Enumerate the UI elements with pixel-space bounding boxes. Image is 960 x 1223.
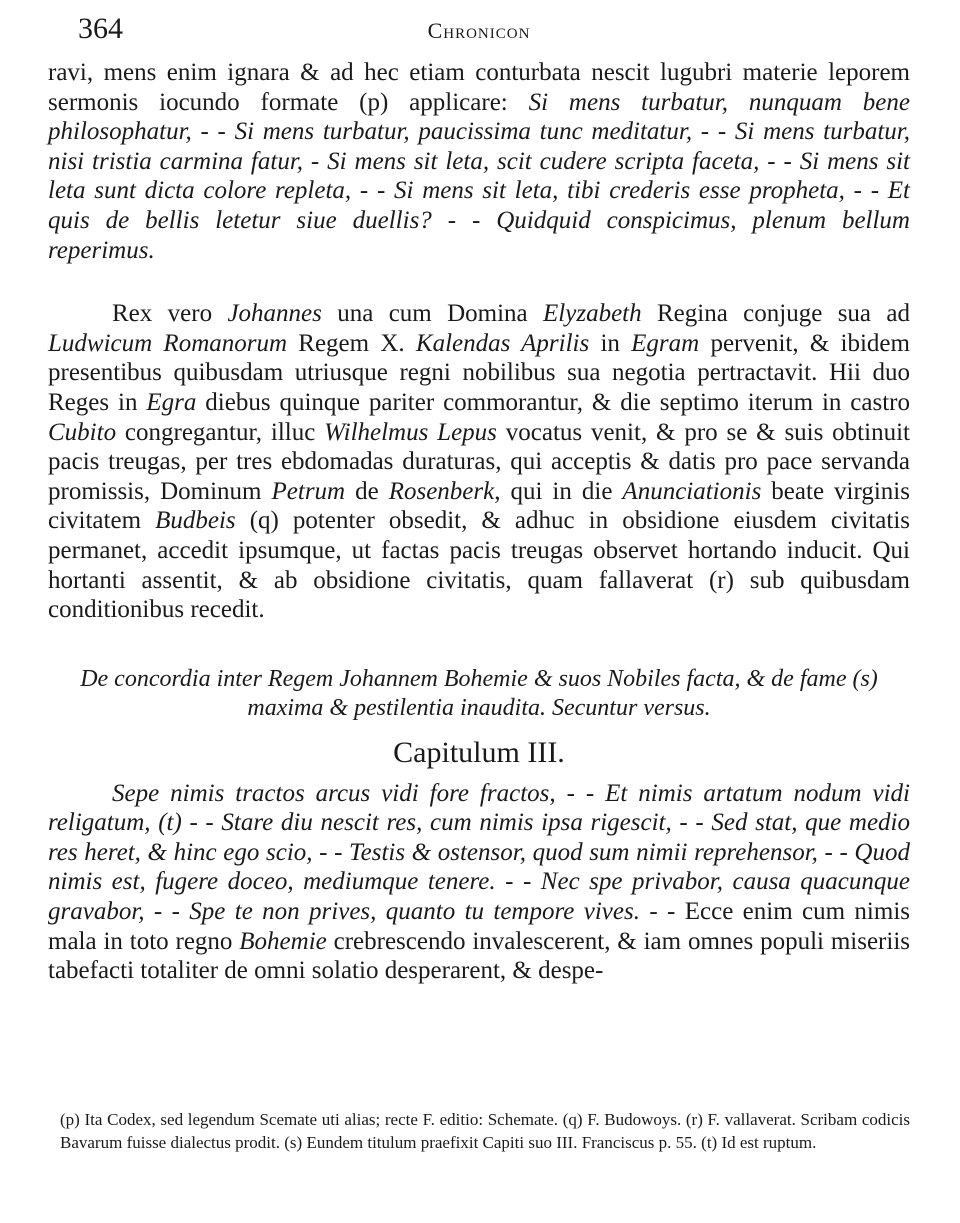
date-name: Kalendas Aprilis bbox=[415, 329, 590, 357]
footnote-text: (p) Ita Codex, sed legendum Scemate uti alias; recte F. editio: Schemate. (q) F. Budowoys. (r) F. vallaverat. Scribam codicis Bavarum fuisse dialectus prodit. (s) Eundem titulum praefixit Capiti suo III. Franciscus p. 55. (t) Id est ruptum. bbox=[60, 1110, 910, 1152]
text-run: , qui in die bbox=[494, 477, 623, 505]
text-run: Regem X. bbox=[287, 329, 416, 357]
chapter-heading: De concordia inter Regem Johannem Bohemie & suos Nobiles facta, & de fame (s) maxima & pestilentia inaudita. Secuntur versus. bbox=[80, 665, 878, 721]
text-run: de bbox=[345, 477, 389, 505]
page-number: 364 bbox=[78, 12, 123, 45]
text-run: Rex vero bbox=[112, 300, 228, 328]
footnotes bbox=[60, 1108, 910, 1154]
place-name: Bohemie bbox=[239, 927, 327, 955]
main-text bbox=[48, 58, 910, 986]
text-run: crebrescendo invalescerent, & iam omnes populi miseriis tabefacti totaliter de omni solatio desperarent, & despe- bbox=[48, 927, 910, 985]
text-run: pervenit, & ibidem presentibus quibusdam utriusque regni nobilibus sua negotia pertractavit. Hii duo Reges in bbox=[48, 329, 910, 416]
page-header bbox=[48, 0, 910, 50]
paragraph-sepe bbox=[48, 779, 910, 986]
place-name: Budbeis bbox=[155, 507, 236, 535]
place-name: Cubito bbox=[48, 418, 117, 446]
place-name: Egram bbox=[631, 329, 700, 357]
running-head: Chronicon bbox=[427, 18, 531, 43]
text-run: in bbox=[589, 329, 632, 357]
verse-text: Sepe nimis tractos arcus vidi fore fractos, - - Et nimis artatum nodum vidi religatum, (t) - - Stare diu nescit res, cum nimis ipsa rigescit, - - Sed stat, que medio res heret, & hinc ego scio, - - Testis & ostensor, quod sum nimii reprehensor, - - Quod nimis est, fugere doceo, mediumque tenere. - - Nec spe privabor, causa quacunque gravabor, - - Spe te non prives, quanto tu tempore vives. - - bbox=[48, 779, 910, 926]
feast-name: Anunciationis bbox=[622, 477, 762, 505]
chapter-title: Capitulum III. bbox=[393, 735, 565, 769]
text-run: beate virginis civitatem bbox=[48, 477, 910, 535]
proper-name: Wilhelmus Lepus bbox=[324, 418, 497, 446]
text-run: Ecce enim cum nimis mala in toto regno bbox=[48, 898, 910, 955]
place-name: Egra bbox=[146, 388, 197, 416]
proper-name: Ludwicum Romanorum bbox=[48, 329, 288, 357]
text-run: (q) potenter obsedit, & adhuc in obsidione eiusdem civitatis permanet, accedit ipsumque, ut factas pacis treugas observet hortando inducit. Qui hortanti assentit, & ab obsidione civitatis, quam fallaverat (r) sub quibusdam conditionibus recedit. bbox=[48, 507, 910, 624]
proper-name: Rosenberk bbox=[388, 477, 495, 505]
paragraph-rex bbox=[48, 299, 910, 625]
proper-name: Petrum bbox=[271, 477, 346, 505]
paragraph-text: ravi, mens enim ignara & ad hec etiam conturbata nescit lugubri materie leporem sermonis iocundo formate (p) applicare: bbox=[48, 59, 910, 116]
text-run: congregantur, illuc bbox=[116, 418, 325, 446]
text-run: vocatus venit, & pro se & suis obtinuit pacis treugas, per tres ebdomadas duraturas, qui acceptis & datis pro pace servanda promissis, Dominum bbox=[48, 418, 910, 505]
text-run: Regina conjuge sua ad bbox=[641, 300, 910, 328]
proper-name: Johannes bbox=[227, 300, 322, 328]
text-run: diebus quinque pariter commorantur, & die septimo iterum in castro bbox=[196, 388, 911, 416]
verse-text: Si mens turbatur, nunquam bene philosophatur, - - Si mens turbatur, paucissima tunc meditatur, - - Si mens turbatur, nisi tristia carmina fatur, - Si mens sit leta, scit cudere scripta faceta, - - Si mens sit leta sunt dicta colore repleta, - - Si mens sit leta, tibi crederis esse propheta, - - Et quis de bellis letetur siue duellis? - - Quidquid conspicimus, plenum bellum reperimus. bbox=[48, 88, 910, 264]
proper-name: Elyzabeth bbox=[543, 300, 642, 328]
text-run: una cum Domina bbox=[321, 300, 544, 328]
paragraph-continued bbox=[48, 58, 910, 265]
